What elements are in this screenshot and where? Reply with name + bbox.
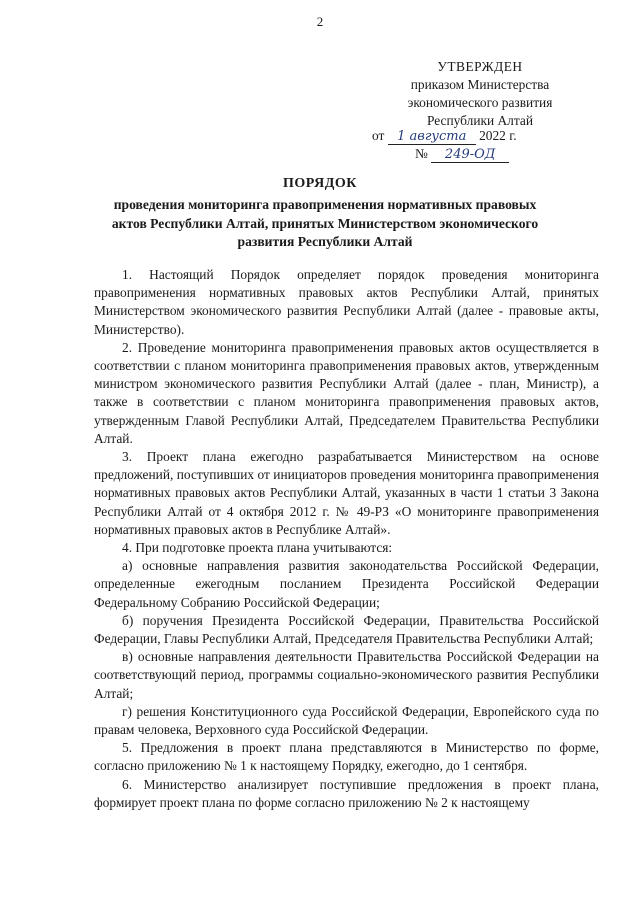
approval-line: приказом Министерства <box>410 77 550 92</box>
paragraph: 3. Проект плана ежегодно разрабатывается Министерством на основе предложений, поступивших от инициаторов проведения мониторинга правоприменения нормативных правовых актов Республики Алтай, указанных в части 1 статьи 3 Закона Республики Алтай от 4 октября 2012 г. № 49-РЗ «О мониторинге правоприменения нормативных правовых актов в Республике Алтай». <box>94 449 599 537</box>
paragraph: б) поручения Президента Российской Федерации, Правительства Российской Федерации, Главы Республики Алтай, Председателя Правительства Республики Алтай; <box>94 612 599 647</box>
approval-date <box>372 127 588 145</box>
handwritten-number: 249-ОД <box>431 147 509 163</box>
paragraph: 6. Министерство анализирует поступившие предложения в проект плана, формирует проект плана по форме согласно приложению № 2 к настоящему <box>94 776 599 810</box>
paragraph: а) основные направления развития законодательства Российской Федерации, определенные ежегодным посланием Президента Российской Федерации Федеральному Собранию Российской Федерации; <box>94 558 599 610</box>
paragraph: 2. Проведение мониторинга правоприменения правовых актов осуществляется в соответствии с планом мониторинга правоприменения правовых актов, утвержденным министром экономического развития Республики Алтай (далее - план, Министр), а также в соответствии с планом мониторинга правоприменения правовых актов, утвержденным Главой Республики Алтай, Председателем Правительства Республики Алтай. <box>94 339 599 446</box>
approval-heading: УТВЕРЖДЕН <box>437 59 523 74</box>
document-title: ПОРЯДОК <box>283 176 357 191</box>
approval-line: экономического развития <box>407 95 553 110</box>
paragraph: в) основные направления деятельности Правительства Российской Федерации на соответствующий период, программы социально-экономического развития Республики Алтай; <box>94 649 599 701</box>
paragraph: 4. При подготовке проекта плана учитываются: <box>122 540 393 556</box>
approval-number <box>415 145 535 163</box>
paragraph: 5. Предложения в проект плана представляются в Министерство по форме, согласно приложению № 1 к настоящему Порядку, ежегодно, до 1 сентября. <box>94 740 599 774</box>
number-prefix: № <box>415 146 428 161</box>
document-body <box>94 266 599 812</box>
approval-line: Республики Алтай <box>426 113 533 128</box>
handwritten-date: 1 августа <box>388 129 476 145</box>
paragraph: г) решения Конституционного суда Российской Федерации, Европейского суда по правам человека, Верховного суда Российской Федерации. <box>94 703 599 738</box>
date-suffix: 2022 г. <box>479 128 517 143</box>
page-number: 2 <box>316 14 324 29</box>
approval-block <box>372 58 588 130</box>
document-subtitle: проведения мониторинга правоприменения нормативных правовых актов Республики Алтай, принятых Министерством экономического развития Республики Алтай <box>111 197 539 249</box>
date-prefix: от <box>372 128 385 143</box>
paragraph: 1. Настоящий Порядок определяет порядок проведения мониторинга правоприменения нормативных правовых актов Республики Алтай, принятых Министерством экономического развития Республики Алтай (далее - правовые акты, Министерство). <box>94 267 599 337</box>
